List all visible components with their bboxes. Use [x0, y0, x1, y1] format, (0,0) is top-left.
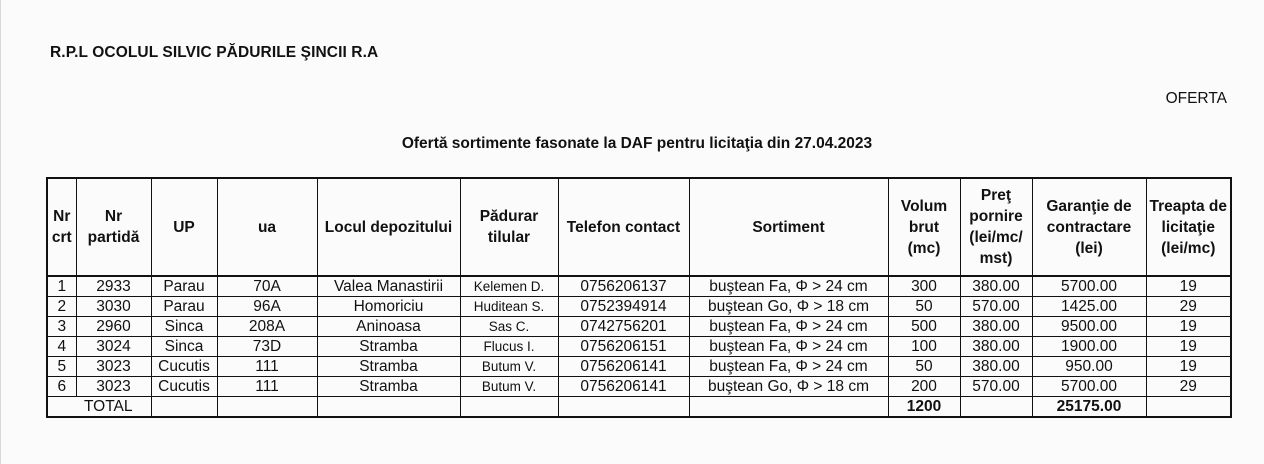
cell-telefon: 0756206141	[558, 377, 689, 397]
cell-nr-crt: 5	[47, 357, 76, 377]
document-title: Ofertă sortimente fasonate la DAF pentru licitaţia din 27.04.2023	[401, 135, 873, 152]
cell-treapta: 19	[1146, 337, 1231, 357]
table-header-row	[47, 178, 1231, 276]
cell-up: Cucutis	[151, 357, 217, 377]
cell-ua: 111	[217, 377, 317, 397]
total-row	[47, 397, 1231, 418]
cell-locul-depozitului: Aninoasa	[317, 317, 460, 337]
total-empty-cell	[151, 397, 217, 418]
col-header-treapta: Treapta de licitaţie (lei/mc)	[1146, 178, 1231, 276]
cell-pret: 570.00	[960, 377, 1032, 397]
cell-nr-crt: 2	[47, 297, 76, 317]
cell-locul-depozitului: Homoriciu	[317, 297, 460, 317]
col-header-telefon: Telefon contact	[558, 178, 689, 276]
cell-pret: 380.00	[960, 276, 1032, 297]
table-row	[47, 377, 1231, 397]
table-row	[47, 276, 1231, 297]
cell-padurar: Butum V.	[460, 357, 558, 377]
table-row	[47, 337, 1231, 357]
cell-treapta: 29	[1146, 297, 1231, 317]
total-empty-cell	[558, 397, 689, 418]
cell-volum: 200	[888, 377, 960, 397]
cell-nr-partida: 3030	[76, 297, 151, 317]
cell-ua: 73D	[217, 337, 317, 357]
total-label: TOTAL	[47, 397, 151, 418]
cell-nr-crt: 3	[47, 317, 76, 337]
cell-padurar: Butum V.	[460, 377, 558, 397]
cell-up: Parau	[151, 297, 217, 317]
cell-pret: 570.00	[960, 297, 1032, 317]
organization-name: R.P.L OCOLUL SILVIC PĂDURILE ŞINCII R.A	[50, 44, 379, 61]
cell-sortiment: buştean Fa, Φ > 24 cm	[689, 317, 888, 337]
cell-nr-partida: 3023	[76, 357, 151, 377]
cell-pret: 380.00	[960, 317, 1032, 337]
cell-volum: 50	[888, 357, 960, 377]
col-header-nr-partida: Nr partidă	[76, 178, 151, 276]
cell-volum: 500	[888, 317, 960, 337]
col-header-sortiment: Sortiment	[689, 178, 888, 276]
cell-locul-depozitului: Stramba	[317, 337, 460, 357]
cell-treapta: 19	[1146, 357, 1231, 377]
document-label: OFERTA	[1165, 90, 1227, 107]
cell-pret: 380.00	[960, 337, 1032, 357]
table-body	[47, 276, 1231, 397]
total-empty-cell	[689, 397, 888, 418]
cell-telefon: 0742756201	[558, 317, 689, 337]
cell-sortiment: buştean Go, Φ > 18 cm	[689, 297, 888, 317]
cell-garantie: 1425.00	[1032, 297, 1146, 317]
cell-up: Cucutis	[151, 377, 217, 397]
cell-treapta: 29	[1146, 377, 1231, 397]
cell-nr-partida: 2960	[76, 317, 151, 337]
cell-ua: 111	[217, 357, 317, 377]
total-empty-cell	[460, 397, 558, 418]
col-header-garantie: Garanţie de contractare (lei)	[1032, 178, 1146, 276]
cell-up: Parau	[151, 276, 217, 297]
cell-padurar: Huditean S.	[460, 297, 558, 317]
page-edge	[0, 0, 1, 464]
table-row	[47, 317, 1231, 337]
cell-padurar: Sas C.	[460, 317, 558, 337]
cell-telefon: 0756206137	[558, 276, 689, 297]
cell-treapta: 19	[1146, 276, 1231, 297]
cell-sortiment: buştean Fa, Φ > 24 cm	[689, 357, 888, 377]
cell-telefon: 0756206141	[558, 357, 689, 377]
cell-locul-depozitului: Stramba	[317, 377, 460, 397]
col-header-volum: Volum brut (mc)	[888, 178, 960, 276]
offer-table	[46, 177, 1232, 418]
cell-garantie: 5700.00	[1032, 276, 1146, 297]
cell-nr-crt: 6	[47, 377, 76, 397]
cell-nr-crt: 4	[47, 337, 76, 357]
cell-garantie: 9500.00	[1032, 317, 1146, 337]
cell-pret: 380.00	[960, 357, 1032, 377]
table-row	[47, 357, 1231, 377]
cell-nr-partida: 3024	[76, 337, 151, 357]
cell-nr-partida: 2933	[76, 276, 151, 297]
col-header-pret: Preţ pornire (lei/mc/ mst)	[960, 178, 1032, 276]
col-header-locul-depozitului: Locul depozitului	[317, 178, 460, 276]
table-row	[47, 297, 1231, 317]
cell-garantie: 950.00	[1032, 357, 1146, 377]
col-header-nr-crt: Nr crt	[47, 178, 76, 276]
cell-volum: 100	[888, 337, 960, 357]
cell-ua: 96A	[217, 297, 317, 317]
cell-ua: 70A	[217, 276, 317, 297]
total-volume: 1200	[888, 397, 960, 418]
col-header-padurar: Pădurar tilular	[460, 178, 558, 276]
cell-sortiment: buştean Fa, Φ > 24 cm	[689, 337, 888, 357]
cell-up: Sinca	[151, 337, 217, 357]
cell-padurar: Kelemen D.	[460, 276, 558, 297]
col-header-up: UP	[151, 178, 217, 276]
cell-sortiment: buştean Fa, Φ > 24 cm	[689, 276, 888, 297]
cell-ua: 208A	[217, 317, 317, 337]
col-header-ua: ua	[217, 178, 317, 276]
total-empty-cell	[217, 397, 317, 418]
cell-locul-depozitului: Stramba	[317, 357, 460, 377]
cell-nr-crt: 1	[47, 276, 76, 297]
cell-garantie: 5700.00	[1032, 377, 1146, 397]
cell-telefon: 0756206151	[558, 337, 689, 357]
cell-treapta: 19	[1146, 317, 1231, 337]
cell-padurar: Flucus I.	[460, 337, 558, 357]
cell-up: Sinca	[151, 317, 217, 337]
cell-volum: 300	[888, 276, 960, 297]
cell-telefon: 0752394914	[558, 297, 689, 317]
total-empty-cell	[317, 397, 460, 418]
total-empty-cell	[1146, 397, 1231, 418]
cell-locul-depozitului: Valea Manastirii	[317, 276, 460, 297]
cell-nr-partida: 3023	[76, 377, 151, 397]
total-empty-cell	[960, 397, 1032, 418]
cell-sortiment: buştean Go, Φ > 18 cm	[689, 377, 888, 397]
cell-volum: 50	[888, 297, 960, 317]
cell-garantie: 1900.00	[1032, 337, 1146, 357]
total-guarantee: 25175.00	[1032, 397, 1146, 418]
